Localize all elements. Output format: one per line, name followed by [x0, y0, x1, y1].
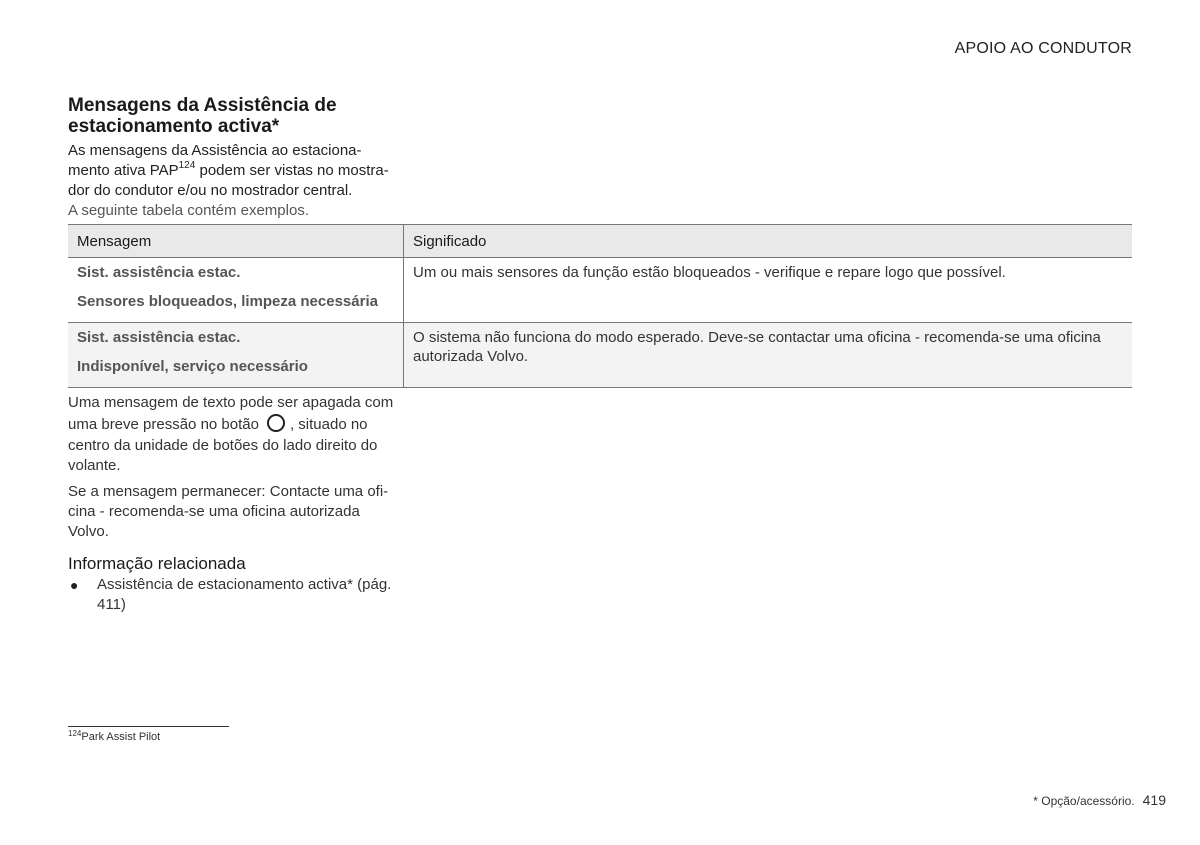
body-paragraph-2: Se a mensagem permanecer: Contacte uma ofi-cina - recomenda-se uma oficina autorizada Volvo.: [68, 483, 389, 540]
table-header-row: [68, 225, 1132, 258]
table-row: [68, 323, 1132, 388]
table-lead-text: A seguinte tabela contém exemplos.: [68, 202, 309, 219]
body-text-b: , situado no centro da unidade de botões do lado direito do volante.: [68, 416, 378, 474]
body-paragraph-1: [68, 393, 398, 476]
intro-text-part2: podem ser vistas no mostra-dor do condutor e/ou no mostrador central.: [68, 162, 389, 199]
footnote-number: 124: [68, 729, 82, 738]
page-number: 419: [1142, 792, 1166, 808]
footnote: [68, 731, 160, 743]
circle-button-icon: [259, 413, 290, 436]
column-header-message: Mensagem: [68, 225, 404, 258]
section-header: APOIO AO CONDUTOR: [954, 40, 1132, 57]
message-cell: [68, 323, 404, 388]
messages-table: [68, 224, 1132, 388]
body-text-a: Uma mensagem de texto pode ser apagada com uma breve pressão no botão: [68, 394, 394, 433]
column-header-meaning: Significado: [404, 225, 1133, 258]
message-line: Sist. assistência estac.: [77, 264, 241, 281]
message-cell: [68, 258, 404, 323]
intro-text-part1: As mensagens da Assistência ao estaciona-mento ativa PAP: [68, 142, 362, 179]
related-info-heading: Informação relacionada: [68, 554, 246, 573]
table-row: [68, 258, 1132, 323]
related-info-list: [68, 575, 398, 615]
footnote-divider: [68, 726, 229, 727]
meaning-cell: Um ou mais sensores da função estão bloqueados - verifique e repare logo que possível.: [404, 258, 1133, 323]
message-line: Indisponível, serviço necessário: [77, 358, 308, 375]
bullet-icon: ●: [70, 577, 79, 593]
footnote-reference[interactable]: 124: [178, 160, 196, 171]
page-footer: [900, 792, 1166, 808]
related-link[interactable]: [68, 575, 398, 615]
intro-paragraph: [68, 141, 403, 201]
message-line: Sist. assistência estac.: [77, 329, 241, 346]
footnote-text: Park Assist Pilot: [81, 731, 161, 743]
meaning-cell: O sistema não funciona do modo esperado. Deve-se contactar uma oficina - recomenda-se uma oficina autorizada Volvo.: [404, 323, 1133, 388]
option-note: * Opção/acessório.: [1033, 794, 1135, 808]
page-title: Mensagens da Assistência de estacionamento activa*: [68, 95, 337, 137]
message-line: Sensores bloqueados, limpeza necessária: [77, 293, 378, 310]
related-link-text[interactable]: Assistência de estacionamento activa* (pág. 411): [97, 576, 392, 613]
